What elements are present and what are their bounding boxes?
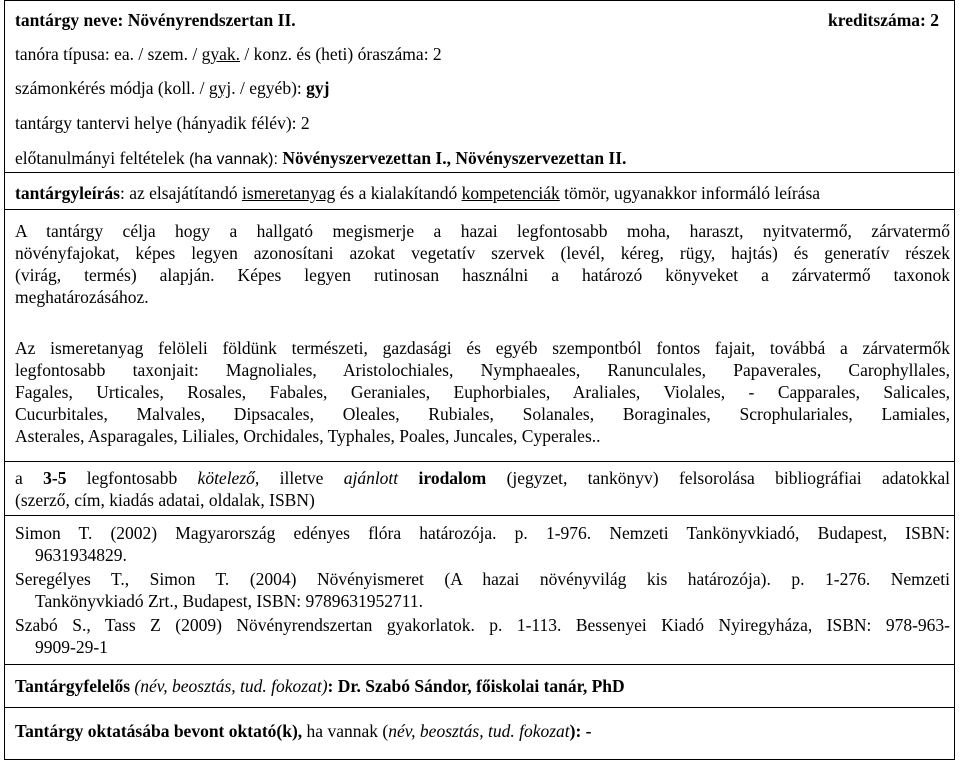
lesson-type-row <box>15 43 442 65</box>
reference-line: 9631934829. <box>35 545 127 565</box>
description-paragraph-1 <box>15 220 950 308</box>
para2-line: legfontosabb taxonjait: Magnoliales, Aristolochiales, Nymphaeales, Ranunculales, Papaverales, Carophyllales, <box>15 360 950 380</box>
description-paragraph-2 <box>15 337 950 447</box>
instructors-cell <box>4 707 955 760</box>
responsible-colon: : <box>327 676 338 696</box>
responsible-cell <box>4 664 955 708</box>
para2-line: Cucurbitales, Malvales, Dipsacales, Oleales, Rubiales, Solanales, Boraginales, Scrophulariales, Lamiales, <box>15 404 950 424</box>
credits-label: kreditszáma: <box>828 10 931 30</box>
reference-item <box>15 568 950 612</box>
lit-t5: illetve <box>259 468 344 488</box>
reference-line: 9909-29-1 <box>35 637 108 657</box>
reference-item <box>15 614 950 658</box>
exam-gyj: gyj <box>208 78 232 98</box>
reference-line: Szabó S., Tass Z (2009) Növényrendszertan gyakorlatok. p. 1-113. Bessenyei Kiadó Nyiregyháza, ISBN: 978-963- <box>15 615 950 635</box>
lesson-type-gyak: gyak. <box>201 44 241 64</box>
lit-t3: legfontosabb <box>66 468 198 488</box>
para1-line: növényfajokat, képes legyen azonosítani azokat vegetatív szervek (levél, kéreg, rügy, hajtás) és generatív részek <box>15 243 950 263</box>
prereq-paren: (ha vannak): <box>188 151 283 168</box>
para1-line: meghatározásához. <box>15 287 149 307</box>
description-link-knowledge: ismeretanyag <box>241 183 336 203</box>
instructors-mid: ha vannak ( <box>302 721 389 741</box>
instructors-label: Tantárgy oktatásába bevont oktató(k), <box>15 721 303 741</box>
literature-line-1 <box>15 467 950 489</box>
responsible-label: Tantárgyfelelős <box>15 676 131 696</box>
responsible-paren: (név, beosztás, tud. fokozat) <box>130 676 328 696</box>
course-description-table <box>4 0 957 760</box>
description-link-competence: kompetenciák <box>461 183 560 203</box>
para2-line: Az ismeretanyag felöleli földünk természeti, gazdasági és egyéb szempontból fontos fajait, továbbá a zárvatermők <box>15 338 950 358</box>
literature-label <box>15 467 950 511</box>
exam-value: gyj <box>306 78 330 98</box>
exam-suffix: . / egyéb): <box>231 78 307 98</box>
reference-line: Simon T. (2002) Magyarország edényes flóra határozója. p. 1-976. Nemzeti Tankönyvkiadó, Budapest, ISBN: <box>15 523 950 543</box>
reference-line: Seregélyes T., Simon T. (2004) Növényismeret (A hazai növényvilág kis határozója). p. 1-276. Nemzeti <box>15 569 950 589</box>
reference-item <box>15 522 950 566</box>
exam-prefix: számonkérés módja (koll. / <box>15 78 209 98</box>
prereq-row <box>15 147 626 171</box>
credits <box>828 9 939 31</box>
instructors-end: ): - <box>569 721 592 741</box>
responsible-row <box>15 675 625 697</box>
lit-count: 3-5 <box>43 468 67 488</box>
description-text3: tömör, ugyanakkor informáló leírása <box>559 183 821 203</box>
prereq-value: Növényszervezettan I., Növényszervezettan II. <box>282 148 627 168</box>
para2-line: Asterales, Asparagales, Liliales, Orchidales, Typhales, Poales, Juncales, Cyperales.. <box>15 426 601 446</box>
literature-label-cell <box>4 461 955 516</box>
description-text2: és a kialakítandó <box>335 183 462 203</box>
instructors-row <box>15 720 592 742</box>
lit-mandatory: kötelező, <box>197 468 260 488</box>
credits-value: 2 <box>930 10 939 30</box>
lit-t1: a <box>15 468 44 488</box>
para1-line: A tantárgy célja hogy a hallgató megismerje a hazai legfontosabb moha, haraszt, nyitvatermő, zárvatermő <box>15 221 950 241</box>
lesson-type-prefix: tanóra típusa: ea. / szem. / <box>15 44 202 64</box>
literature-line-2: (szerző, cím, kiadás adatai, oldalak, ISBN) <box>15 490 315 510</box>
lit-literature: irodalom <box>398 468 487 488</box>
description-body-cell <box>4 209 955 462</box>
description-text1: : az elsajátítandó <box>119 183 242 203</box>
subject-label: tantárgy neve: <box>15 10 128 30</box>
description-label: tantárgyleírás <box>15 183 120 203</box>
reference-line: Tankönyvkiadó Zrt., Budapest, ISBN: 9789631952711. <box>35 591 423 611</box>
semester-row: tantárgy tantervi helye (hányadik félév): 2 <box>15 113 310 133</box>
references-cell <box>4 515 955 665</box>
para1-line: (virág, termés) alapján. Képes legyen rutinosan használni a határozó könyveket a zárvatermő taxonok <box>15 265 950 285</box>
subject-name: Növényrendszertan II. <box>127 10 296 30</box>
exam-row <box>15 77 329 99</box>
description-label-row <box>15 182 820 204</box>
header-cell <box>4 0 955 173</box>
lit-recommended: ajánlott <box>343 468 399 488</box>
instructors-paren: név, beosztás, tud. fokozat <box>388 721 570 741</box>
para2-line: Fagales, Urticales, Rosales, Fabales, Geraniales, Euphorbiales, Araliales, Violales, - Capparales, Salicales, <box>15 382 950 402</box>
subject-row <box>15 9 945 31</box>
description-label-cell <box>4 172 955 210</box>
lit-t8: (jegyzet, tankönyv) felsorolása bibliográfiai adatokkal <box>486 468 950 488</box>
prereq-label: előtanulmányi feltételek <box>15 148 189 168</box>
lesson-type-suffix: / konz. és (heti) óraszáma: 2 <box>240 44 442 64</box>
responsible-value: Dr. Szabó Sándor, főiskolai tanár, PhD <box>337 676 625 696</box>
